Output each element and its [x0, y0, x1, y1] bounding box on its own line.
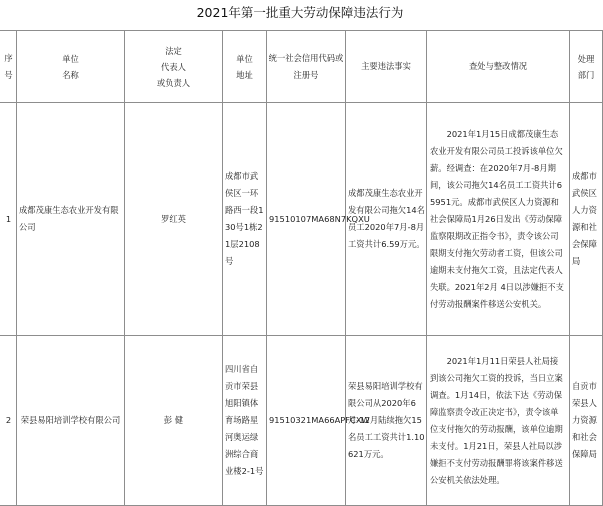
row-seq: 2: [0, 336, 17, 506]
row-seq: 1: [0, 103, 17, 336]
row-address: 四川省自贡市荣县旭阳镇体育场路星河奥运绿洲综合商业楼2-1号: [223, 336, 267, 506]
table-row: [0, 336, 603, 506]
violations-table: [0, 30, 603, 506]
page-title: 2021年第一批重大劳动保障违法行为: [196, 5, 404, 20]
header-department: 处理 部门: [570, 31, 603, 103]
header-credit-code: 统一社会信用代码或注册号: [267, 31, 346, 103]
row-representative: 罗红英: [125, 103, 223, 336]
row-credit-code: 91510321MA66APFCXW: [267, 336, 346, 506]
header-violation-facts: 主要违法事实: [346, 31, 427, 103]
row-address: 成都市武侯区一环路西一段130号1栋21层2108号: [223, 103, 267, 336]
row-department: 成都市武侯区人力资源和社会保障局: [570, 103, 603, 336]
row-handling: 2021年1月15日成都茂康生态农业开发有限公司员工投诉该单位欠薪。经调查：在2020年7月-8月期间，该公司拖欠14名员工工资共计65951元。成都市武侯区人力资源和社会保障局1月26日发出《劳动保障监察限期改正指令书》，责令该公司限期支付拖欠劳动者工资，但该公司逾期未支付拖欠工资，且法定代表人失联。2021年2月 4日以涉嫌拒不支付劳动报酬案件移送公安机关。: [427, 103, 570, 336]
row-handling: 2021年1月11日荣县人社局接到该公司拖欠工资的投诉，当日立案调查。1月14日，依法下达《劳动保障监察责令改正决定书》，责令该单位支付拖欠的劳动报酬，该单位逾期未支付。1月21日，荣县人社局以涉嫌拒不支付劳动报酬罪将该案件移送公安机关依法处理。: [427, 336, 570, 506]
row-representative: 彭 健: [125, 336, 223, 506]
row-violation-facts: 荣县易阳培训学校有限公司从2020年6月-12月陆续拖欠15名员工工资共计1.10621万元。: [346, 336, 427, 506]
header-representative: 法定 代表人 或负责人: [125, 31, 223, 103]
header-row: [0, 31, 603, 103]
row-unit-name: 荣县易阳培训学校有限公司: [17, 336, 125, 506]
row-violation-facts: 成都茂康生态农业开发有限公司拖欠14名员工2020年7月-8月工资共计6.59万元。: [346, 103, 427, 336]
header-seq: 序号: [0, 31, 17, 103]
row-unit-name: 成都茂康生态农业开发有限公司: [17, 103, 125, 336]
header-unit: 单位 名称: [17, 31, 125, 103]
row-department: 自贡市荣县人力资源和社会保障局: [570, 336, 603, 506]
header-address: 单位 地址: [223, 31, 267, 103]
table-row: [0, 103, 603, 336]
header-handling: 查处与整改情况: [427, 31, 570, 103]
row-credit-code: 91510107MA68N7KQXU: [267, 103, 346, 336]
